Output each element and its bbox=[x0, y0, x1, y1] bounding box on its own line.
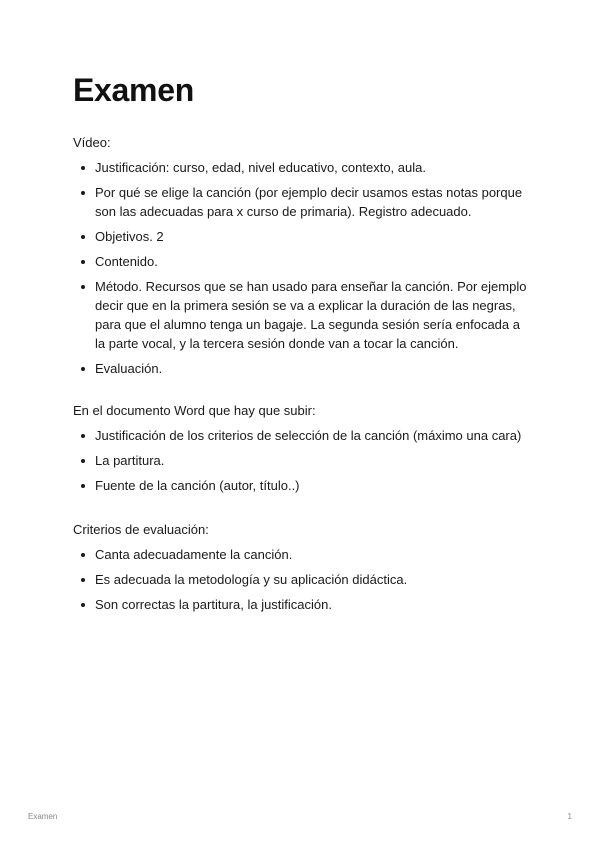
list-item-text: La partitura. bbox=[95, 453, 165, 468]
bullet-icon bbox=[81, 484, 85, 488]
bullet-icon bbox=[81, 434, 85, 438]
list-item-text: Objetivos. 2 bbox=[95, 229, 164, 244]
list-item bbox=[73, 426, 533, 445]
bullet-icon bbox=[81, 553, 85, 557]
bullet-icon bbox=[81, 578, 85, 582]
list-item-text: Evaluación. bbox=[95, 361, 163, 376]
section-label: Vídeo: bbox=[73, 135, 111, 150]
bullet-list bbox=[73, 545, 533, 614]
list-item-text: Contenido. bbox=[95, 254, 158, 269]
list-item-text: Justificación: curso, edad, nivel educativo, contexto, aula. bbox=[95, 160, 426, 175]
list-item-text: Método. Recursos que se han usado para enseñar la canción. Por ejemplo decir que en la primera sesión se va a explicar la duración de las negras, para que el alumno tenga un bagaje. La segunda sesión sería enfocada a la parte vocal, y la tercera sesión donde van a tocar la canción. bbox=[95, 279, 527, 351]
bullet-icon bbox=[81, 260, 85, 264]
list-item bbox=[73, 451, 533, 470]
list-item bbox=[73, 227, 533, 246]
list-item bbox=[73, 277, 533, 353]
section-evaluation-criteria bbox=[73, 521, 533, 614]
list-item-text: Fuente de la canción (autor, título..) bbox=[95, 478, 300, 493]
bullet-icon bbox=[81, 459, 85, 463]
list-item bbox=[73, 183, 533, 221]
section-label: Criterios de evaluación: bbox=[73, 522, 209, 537]
section-word-document bbox=[73, 402, 533, 495]
page-number: 1 bbox=[567, 812, 572, 821]
bullet-icon bbox=[81, 367, 85, 371]
section-video bbox=[73, 134, 533, 378]
list-item-text: Son correctas la partitura, la justificación. bbox=[95, 597, 332, 612]
bullet-list bbox=[73, 158, 533, 378]
bullet-icon bbox=[81, 191, 85, 195]
list-item-text: Canta adecuadamente la canción. bbox=[95, 547, 293, 562]
bullet-icon bbox=[81, 166, 85, 170]
bullet-icon bbox=[81, 235, 85, 239]
list-item bbox=[73, 476, 533, 495]
section-label: En el documento Word que hay que subir: bbox=[73, 403, 316, 418]
bullet-icon bbox=[81, 285, 85, 289]
list-item bbox=[73, 595, 533, 614]
footer-title: Examen bbox=[28, 812, 58, 821]
list-item bbox=[73, 570, 533, 589]
page-title: Examen bbox=[73, 72, 194, 108]
list-item bbox=[73, 252, 533, 271]
list-item-text: Es adecuada la metodología y su aplicación didáctica. bbox=[95, 572, 408, 587]
list-item bbox=[73, 545, 533, 564]
list-item bbox=[73, 158, 533, 177]
document-page bbox=[73, 70, 533, 640]
list-item-text: Por qué se elige la canción (por ejemplo decir usamos estas notas porque son las adecuadas para x curso de primaria). Registro adecuado. bbox=[95, 185, 523, 219]
list-item bbox=[73, 359, 533, 378]
bullet-icon bbox=[81, 603, 85, 607]
list-item-text: Justificación de los criterios de selección de la canción (máximo una cara) bbox=[95, 428, 522, 443]
bullet-list bbox=[73, 426, 533, 495]
